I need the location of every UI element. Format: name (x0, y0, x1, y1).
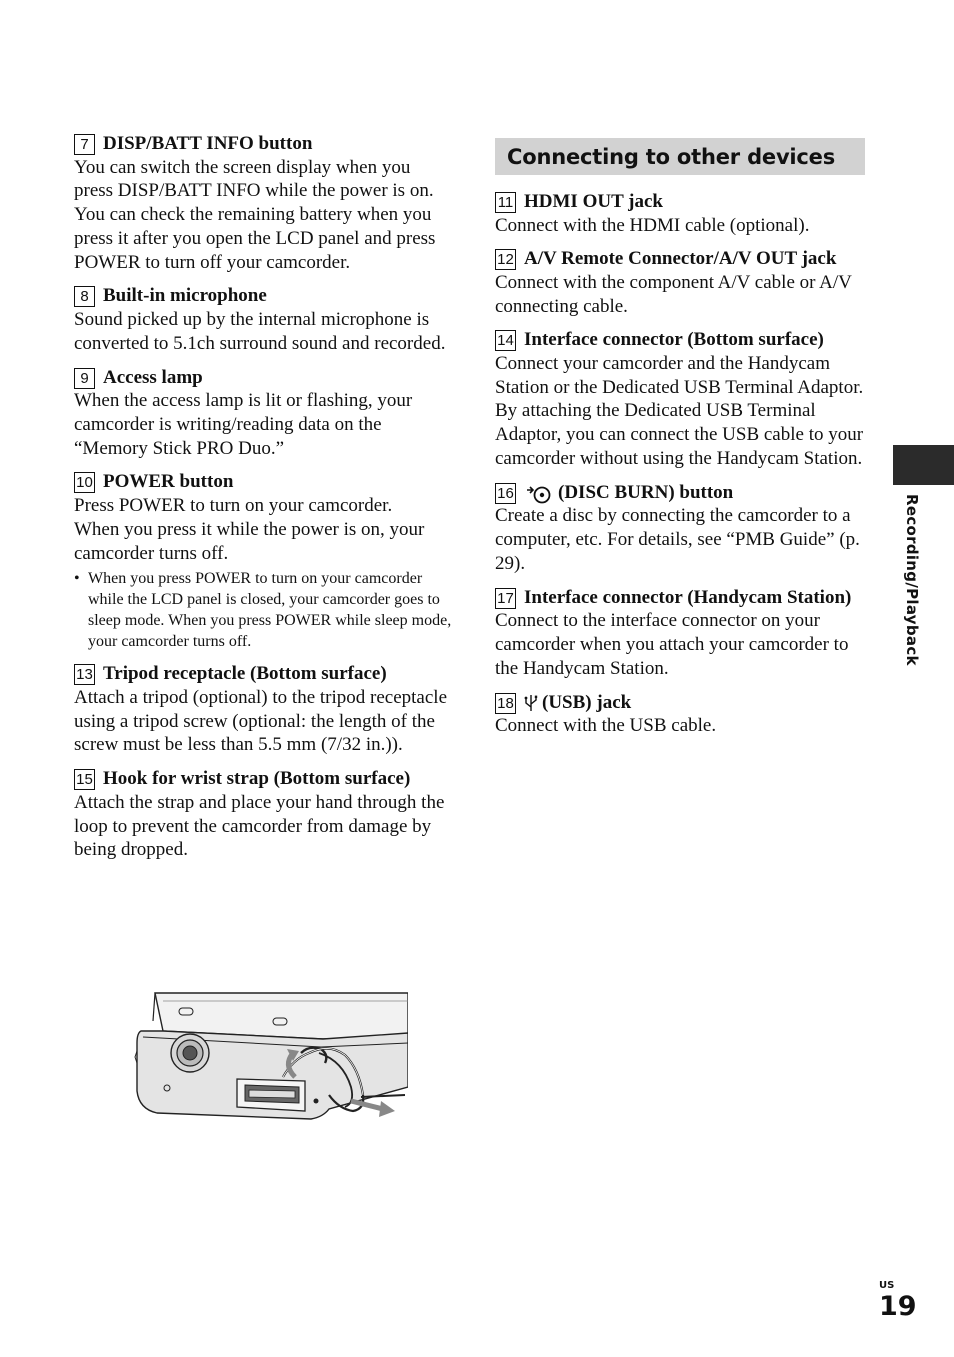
item-title: DISP/BATT INFO button (103, 133, 313, 154)
item-text: Connect with the USB cable. (495, 715, 717, 737)
item-number: 17 (495, 588, 516, 609)
item-title: Interface connector (Handycam Station) (524, 586, 852, 608)
item-title: Tripod receptacle (Bottom surface) (103, 663, 387, 685)
item-title: POWER button (103, 471, 234, 493)
item-number: 8 (74, 286, 95, 307)
left-column (74, 132, 452, 872)
item-interface-connector-bottom (495, 328, 865, 470)
item-text: Create a disc by connecting the camcorder to a computer, etc. For details, see “PMB Guide” (p. 29). (495, 505, 860, 574)
item-title: A/V Remote Connector/A/V OUT jack (524, 248, 837, 270)
section-title-connecting: Connecting to other devices (495, 138, 865, 175)
right-column (495, 132, 865, 748)
side-tab-marker (893, 445, 954, 485)
item-text: Connect with the component A/V cable or A/V connecting cable. (495, 271, 852, 317)
item-number: 12 (495, 249, 516, 270)
camcorder-bottom-illustration (133, 991, 408, 1121)
item-note (74, 568, 452, 652)
item-text: Attach a tripod (optional) to the tripod receptacle using a tripod screw (optional: the length of the screw must be less than 5.5 mm (7/32 in.)). (74, 686, 447, 756)
item-text: By attaching the Dedicated USB Terminal Adaptor, you can connect the USB cable to your camcorder without using the Handycam Station. (495, 400, 864, 470)
item-text: Sound picked up by the internal microphone is converted to 5.1ch surround sound and recorded. (74, 308, 446, 354)
item-title: (USB) jack (542, 691, 632, 713)
item-title: Access lamp (103, 366, 203, 388)
item-title: (DISC BURN) button (558, 481, 734, 503)
item-interface-connector-station (495, 586, 865, 681)
item-disp-batt-info (74, 132, 452, 274)
item-text: When the access lamp is lit or flashing, your camcorder is writing/reading data on the “Memory Stick PRO Duo.” (74, 390, 413, 459)
item-text: Press POWER to turn on your camcorder. (74, 494, 393, 516)
note-text: When you press POWER to turn on your camcorder while the LCD panel is closed, your camcorder goes to sleep mode. When you press POWER while sleep mode, your camcorder turns off. (88, 570, 452, 651)
item-text: You can check the remaining battery when you press it after you open the LCD panel and press POWER to turn off your camcorder. (74, 204, 436, 273)
item-text: You can switch the screen display when you press DISP/BATT INFO while the power is on. (74, 156, 434, 202)
item-hdmi-out-jack (495, 190, 865, 237)
item-text: Connect your camcorder and the Handycam Station or the Dedicated USB Terminal Adaptor. (495, 352, 864, 398)
bullet-icon: • (74, 570, 80, 588)
item-text: Connect to the interface connector on your camcorder when you attach your camcorder to the Handycam Station. (495, 610, 849, 679)
item-av-remote-connector (495, 247, 865, 318)
item-number: 7 (74, 134, 95, 155)
item-wrist-strap-hook (74, 767, 452, 862)
item-title: HDMI OUT jack (524, 191, 663, 212)
side-tab-label: Recording/Playback (903, 493, 921, 666)
item-power-button (74, 470, 452, 652)
disc-burn-icon (524, 484, 554, 504)
item-text: Connect with the HDMI cable (optional). (495, 214, 810, 236)
item-built-in-microphone (74, 284, 452, 355)
item-number: 16 (495, 483, 516, 504)
item-number: 9 (74, 368, 95, 389)
page-number: 19 (879, 1291, 917, 1322)
item-usb-jack (495, 691, 865, 738)
item-number: 11 (495, 192, 516, 213)
item-title: Hook for wrist strap (Bottom surface) (103, 768, 411, 790)
item-title: Interface connector (Bottom surface) (524, 329, 824, 351)
item-text: Attach the strap and place your hand through the loop to prevent the camcorder from damage by being dropped. (74, 791, 445, 861)
item-title: Built-in microphone (103, 285, 267, 307)
item-text: When you press it while the power is on, your camcorder turns off. (74, 518, 425, 564)
page-region-code: US (879, 1280, 895, 1291)
usb-icon (524, 693, 538, 713)
item-number: 15 (74, 769, 95, 790)
item-disc-burn-button (495, 481, 865, 576)
item-number: 14 (495, 330, 516, 351)
item-number: 18 (495, 693, 516, 714)
item-number: 13 (74, 664, 95, 685)
item-tripod-receptacle (74, 662, 452, 757)
item-access-lamp (74, 366, 452, 461)
item-number: 10 (74, 472, 95, 493)
